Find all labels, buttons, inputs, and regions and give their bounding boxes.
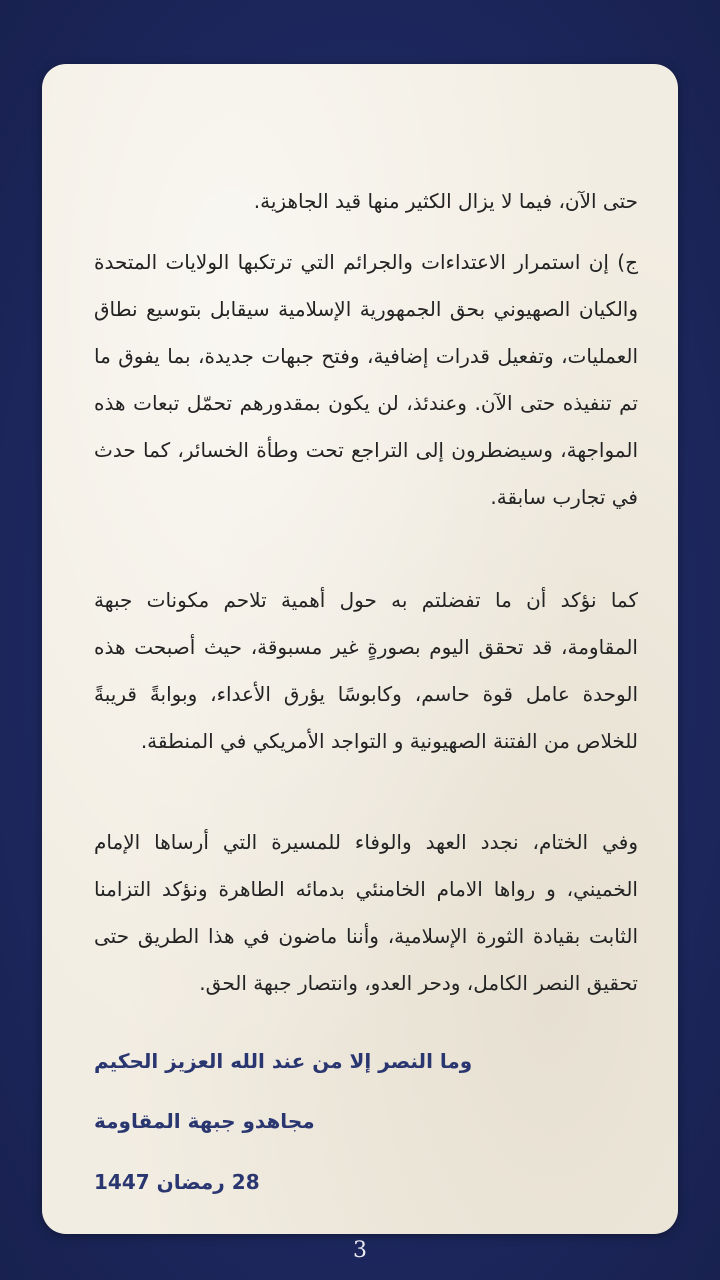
paragraph-continuation: حتى الآن، فيما لا يزال الكثير منها قيد الجاهزية.: [253, 189, 638, 213]
closing-verse-line: [94, 1049, 638, 1073]
paragraph-conclusion: وفي الختام، نجدد العهد والوفاء للمسيرة التي أرساها الإمام الخميني، و رواها الامام الخامنئي بدمائه الطاهرة ونؤكد التزامنا الثابت بقيادة الثورة الإسلامية، وأننا ماضون في هذا الطريق حتى تحقيق النصر الكامل، ودحر العدو، وانتصار جبهة الحق.: [94, 830, 638, 995]
date: 28 رمضان 1447: [94, 1170, 260, 1194]
document-page: [42, 64, 678, 1234]
page-number: 3: [353, 1238, 367, 1263]
signature-line: [94, 1109, 638, 1133]
signature: مجاهدو جبهة المقاومة: [94, 1109, 315, 1133]
date-line: [94, 1170, 638, 1194]
closing-verse: وما النصر إلا من عند الله العزيز الحكيم: [94, 1049, 473, 1073]
paragraph-point-c: ج) إن استمرار الاعتداءات والجرائم التي ترتكبها الولايات المتحدة والكيان الصهيوني بحق الجمهورية الإسلامية سيقابل بتوسيع نطاق العمليات، وتفعيل قدرات إضافية، وفتح جبهات جديدة، بما يفوق ما تم تنفيذه حتى الآن. وعندئذ، لن يكون بمقدورهم تحمّل تبعات هذه المواجهة، وسيضطرون إلى التراجع تحت وطأة الخسائر، كما حدث في تجارب سابقة.: [94, 250, 638, 509]
paragraph-unity: كما نؤكد أن ما تفضلتم به حول أهمية تلاحم مكونات جبهة المقاومة، قد تحقق اليوم بصورةٍ غير مسبوقة، حيث أصبحت هذه الوحدة عامل قوة حاسم، وكابوسًا يؤرق الأعداء، وبوابةً قريبةً للخلاص من الفتنة الصهيونية و التواجد الأمريكي في المنطقة.: [94, 588, 638, 753]
